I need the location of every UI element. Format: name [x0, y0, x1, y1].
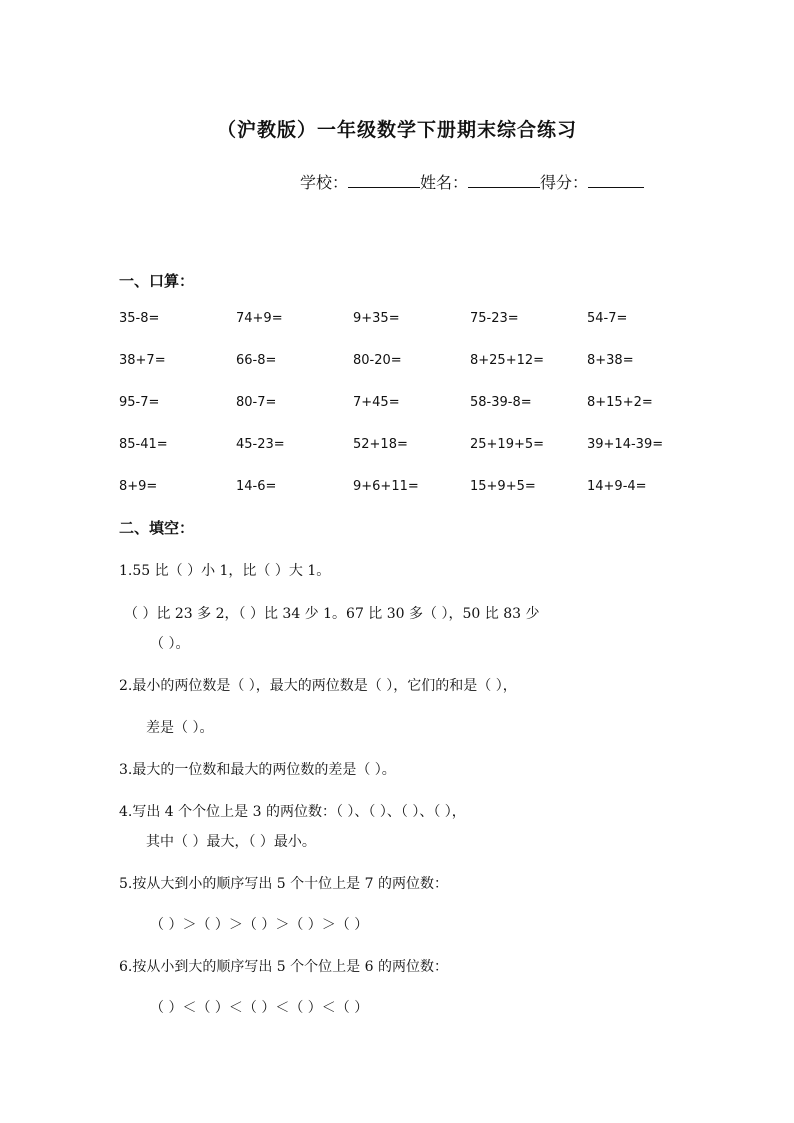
calc-row	[119, 437, 719, 479]
school-label: 学校：	[300, 173, 349, 192]
question-4-line-1: 4.写出 4 个个位上是 3 的两位数：（ ）、（ ）、（ ）、（ ），	[119, 804, 466, 820]
calc-item: 14-6=	[236, 479, 277, 494]
question-4-line-2: 其中（ ）最大，（ ）最小。	[146, 834, 316, 850]
calc-item: 74+9=	[236, 311, 283, 326]
calc-item: 66-8=	[236, 353, 277, 368]
calc-item: 8+9=	[119, 479, 158, 494]
question-5-prompt: 5.按从大到小的顺序写出 5 个十位上是 7 的两位数：	[119, 876, 448, 892]
calc-item: 14+9-4=	[587, 479, 647, 494]
oral-calculation-grid	[119, 311, 719, 521]
calc-item: 52+18=	[353, 437, 408, 452]
calc-item: 8+15+2=	[587, 395, 653, 410]
calc-row	[119, 353, 719, 395]
section-oral-calculation-title: 一、口算：	[119, 272, 195, 290]
student-info-line	[300, 170, 644, 193]
score-blank[interactable]	[588, 173, 644, 188]
question-6-prompt: 6.按从小到大的顺序写出 5 个个位上是 6 的两位数：	[119, 959, 448, 975]
school-blank[interactable]	[348, 173, 420, 188]
calc-item: 80-7=	[236, 395, 277, 410]
calc-item: 39+14-39=	[587, 437, 664, 452]
calc-row	[119, 311, 719, 353]
question-1-line-1: 1.55 比（ ）小 1，比（ ）大 1。	[119, 563, 331, 579]
calc-item: 38+7=	[119, 353, 166, 368]
calc-item: 80-20=	[353, 353, 402, 368]
page-title: （沪教版）一年级数学下册期末综合练习	[216, 119, 577, 141]
calc-item: 35-8=	[119, 311, 160, 326]
calc-row	[119, 395, 719, 437]
calc-item: 15+9+5=	[470, 479, 536, 494]
question-6-answer-line: （ ）＜（ ）＜（ ）＜（ ）＜（ ）	[150, 1000, 369, 1016]
name-blank[interactable]	[468, 173, 540, 188]
calc-row	[119, 479, 719, 521]
calc-item: 7+45=	[353, 395, 400, 410]
calc-item: 85-41=	[119, 437, 168, 452]
calc-item: 9+6+11=	[353, 479, 419, 494]
calc-item: 25+19+5=	[470, 437, 545, 452]
calc-item: 8+38=	[587, 353, 634, 368]
question-2-line-1: 2.最小的两位数是（ ），最大的两位数是（ ），它们的和是（ ），	[119, 678, 517, 694]
score-label: 得分：	[540, 173, 589, 192]
calc-item: 75-23=	[470, 311, 519, 326]
calc-item: 8+25+12=	[470, 353, 545, 368]
calc-item: 9+35=	[353, 311, 400, 326]
calc-item: 45-23=	[236, 437, 285, 452]
question-5-answer-line: （ ）＞（ ）＞（ ）＞（ ）＞（ ）	[150, 917, 369, 933]
question-2-line-2: 差是（ ）。	[146, 720, 214, 736]
calc-item: 95-7=	[119, 395, 160, 410]
calc-item: 54-7=	[587, 311, 628, 326]
section-fill-blank-title: 二、填空：	[119, 519, 195, 537]
question-1-line-3: （ ）。	[150, 636, 190, 652]
question-3: 3.最大的一位数和最大的两位数的差是（ ）。	[119, 762, 396, 778]
calc-item: 58-39-8=	[470, 395, 532, 410]
name-label: 姓名：	[420, 173, 469, 192]
question-1-line-2: （ ）比 23 多 2，（ ）比 34 少 1。67 比 30 多（ ），50 比 83 少	[124, 606, 540, 622]
